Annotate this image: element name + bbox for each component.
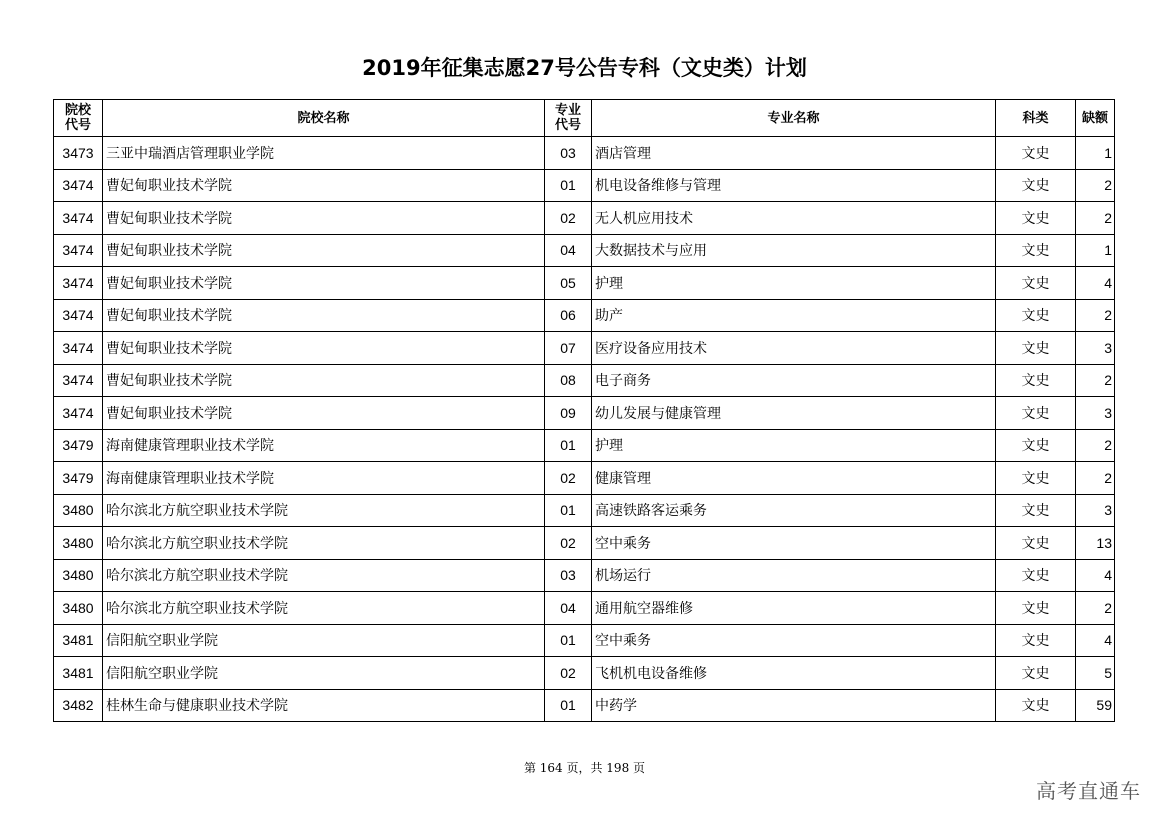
header-school-name: 院校名称 (103, 100, 545, 137)
cell-major-code: 04 (545, 592, 592, 625)
table-row (54, 137, 1115, 170)
table-row (54, 494, 1115, 527)
cell-school-code: 3474 (54, 299, 103, 332)
cell-school-name: 曹妃甸职业技术学院 (103, 202, 545, 235)
cell-major-code: 06 (545, 299, 592, 332)
cell-major-name: 电子商务 (592, 364, 996, 397)
cell-major-code: 02 (545, 462, 592, 495)
cell-major-name: 飞机机电设备维修 (592, 657, 996, 690)
cell-school-code: 3480 (54, 592, 103, 625)
cell-major-code: 01 (545, 624, 592, 657)
cell-school-code: 3480 (54, 494, 103, 527)
table-row (54, 592, 1115, 625)
cell-major-code: 02 (545, 657, 592, 690)
cell-quota: 4 (1076, 559, 1115, 592)
cell-quota: 1 (1076, 137, 1115, 170)
cell-quota: 2 (1076, 299, 1115, 332)
cell-major-name: 空中乘务 (592, 624, 996, 657)
cell-major-name: 健康管理 (592, 462, 996, 495)
cell-category: 文史 (996, 689, 1076, 722)
cell-school-code: 3474 (54, 234, 103, 267)
cell-school-name: 曹妃甸职业技术学院 (103, 397, 545, 430)
cell-major-name: 通用航空器维修 (592, 592, 996, 625)
cell-major-name: 护理 (592, 267, 996, 300)
cell-quota: 1 (1076, 234, 1115, 267)
cell-major-code: 09 (545, 397, 592, 430)
table-row (54, 527, 1115, 560)
cell-category: 文史 (996, 137, 1076, 170)
cell-quota: 3 (1076, 397, 1115, 430)
cell-category: 文史 (996, 429, 1076, 462)
header-school-code (54, 100, 103, 137)
cell-major-code: 01 (545, 169, 592, 202)
cell-school-name: 信阳航空职业学院 (103, 624, 545, 657)
cell-quota: 5 (1076, 657, 1115, 690)
table-row (54, 364, 1115, 397)
table-row (54, 657, 1115, 690)
cell-major-code: 03 (545, 137, 592, 170)
page-title: 2019年征集志愿27号公告专科（文史类）计划 (362, 56, 807, 80)
cell-major-code: 05 (545, 267, 592, 300)
cell-school-name: 曹妃甸职业技术学院 (103, 267, 545, 300)
cell-school-name: 曹妃甸职业技术学院 (103, 234, 545, 267)
table-row (54, 624, 1115, 657)
cell-category: 文史 (996, 299, 1076, 332)
table-row (54, 267, 1115, 300)
cell-category: 文史 (996, 559, 1076, 592)
cell-major-name: 助产 (592, 299, 996, 332)
cell-category: 文史 (996, 494, 1076, 527)
cell-quota: 4 (1076, 267, 1115, 300)
cell-school-name: 哈尔滨北方航空职业技术学院 (103, 592, 545, 625)
table-row (54, 397, 1115, 430)
cell-school-name: 海南健康管理职业技术学院 (103, 429, 545, 462)
cell-school-name: 哈尔滨北方航空职业技术学院 (103, 527, 545, 560)
cell-major-name: 空中乘务 (592, 527, 996, 560)
cell-major-code: 07 (545, 332, 592, 365)
cell-school-name: 海南健康管理职业技术学院 (103, 462, 545, 495)
cell-major-name: 机电设备维修与管理 (592, 169, 996, 202)
cell-school-name: 桂林生命与健康职业技术学院 (103, 689, 545, 722)
cell-category: 文史 (996, 624, 1076, 657)
cell-major-code: 08 (545, 364, 592, 397)
cell-quota: 2 (1076, 202, 1115, 235)
cell-quota: 3 (1076, 494, 1115, 527)
table-row (54, 299, 1115, 332)
cell-quota: 13 (1076, 527, 1115, 560)
cell-school-code: 3474 (54, 169, 103, 202)
table-row (54, 429, 1115, 462)
cell-quota: 4 (1076, 624, 1115, 657)
cell-category: 文史 (996, 169, 1076, 202)
cell-school-code: 3479 (54, 429, 103, 462)
table-row (54, 169, 1115, 202)
table-row (54, 234, 1115, 267)
cell-major-code: 01 (545, 429, 592, 462)
cell-school-code: 3474 (54, 267, 103, 300)
cell-major-code: 01 (545, 689, 592, 722)
header-school-code-label: 院校 代号 (64, 103, 91, 133)
cell-major-name: 中药学 (592, 689, 996, 722)
cell-school-name: 曹妃甸职业技术学院 (103, 169, 545, 202)
cell-school-name: 哈尔滨北方航空职业技术学院 (103, 559, 545, 592)
cell-school-name: 曹妃甸职业技术学院 (103, 299, 545, 332)
watermark-logo: 高考直通车 (1036, 779, 1141, 803)
cell-major-name: 医疗设备应用技术 (592, 332, 996, 365)
cell-major-name: 大数据技术与应用 (592, 234, 996, 267)
cell-category: 文史 (996, 267, 1076, 300)
cell-major-name: 护理 (592, 429, 996, 462)
cell-school-name: 曹妃甸职业技术学院 (103, 364, 545, 397)
cell-category: 文史 (996, 202, 1076, 235)
cell-school-code: 3480 (54, 527, 103, 560)
cell-school-name: 哈尔滨北方航空职业技术学院 (103, 494, 545, 527)
cell-quota: 3 (1076, 332, 1115, 365)
cell-school-code: 3473 (54, 137, 103, 170)
header-category: 科类 (996, 100, 1076, 137)
cell-school-code: 3481 (54, 624, 103, 657)
cell-major-name: 高速铁路客运乘务 (592, 494, 996, 527)
table-row (54, 462, 1115, 495)
cell-category: 文史 (996, 657, 1076, 690)
table-header-row (54, 100, 1115, 137)
plan-table (53, 99, 1115, 722)
table-row (54, 202, 1115, 235)
header-major-name: 专业名称 (592, 100, 996, 137)
cell-category: 文史 (996, 234, 1076, 267)
cell-major-code: 01 (545, 494, 592, 527)
cell-major-name: 酒店管理 (592, 137, 996, 170)
cell-category: 文史 (996, 462, 1076, 495)
cell-school-name: 曹妃甸职业技术学院 (103, 332, 545, 365)
cell-school-name: 信阳航空职业学院 (103, 657, 545, 690)
cell-school-code: 3474 (54, 364, 103, 397)
cell-school-code: 3481 (54, 657, 103, 690)
cell-major-name: 机场运行 (592, 559, 996, 592)
header-major-code (545, 100, 592, 137)
cell-school-code: 3480 (54, 559, 103, 592)
cell-school-code: 3479 (54, 462, 103, 495)
cell-major-name: 幼儿发展与健康管理 (592, 397, 996, 430)
cell-category: 文史 (996, 364, 1076, 397)
table-row (54, 559, 1115, 592)
cell-school-name: 三亚中瑞酒店管理职业学院 (103, 137, 545, 170)
header-quota: 缺额 (1076, 100, 1115, 137)
cell-major-code: 04 (545, 234, 592, 267)
cell-school-code: 3474 (54, 202, 103, 235)
cell-category: 文史 (996, 527, 1076, 560)
cell-category: 文史 (996, 592, 1076, 625)
cell-category: 文史 (996, 332, 1076, 365)
cell-major-code: 02 (545, 527, 592, 560)
page-footer: 第 164 页，共 198 页 (523, 761, 646, 775)
cell-quota: 2 (1076, 592, 1115, 625)
table-row (54, 332, 1115, 365)
table-body (54, 137, 1115, 722)
cell-school-code: 3474 (54, 332, 103, 365)
table-row (54, 689, 1115, 722)
cell-major-code: 03 (545, 559, 592, 592)
cell-major-code: 02 (545, 202, 592, 235)
cell-category: 文史 (996, 397, 1076, 430)
cell-quota: 2 (1076, 462, 1115, 495)
cell-school-code: 3482 (54, 689, 103, 722)
cell-quota: 2 (1076, 429, 1115, 462)
header-major-code-label: 专业 代号 (554, 103, 581, 133)
cell-quota: 2 (1076, 364, 1115, 397)
cell-major-name: 无人机应用技术 (592, 202, 996, 235)
cell-quota: 2 (1076, 169, 1115, 202)
cell-quota: 59 (1076, 689, 1115, 722)
cell-school-code: 3474 (54, 397, 103, 430)
